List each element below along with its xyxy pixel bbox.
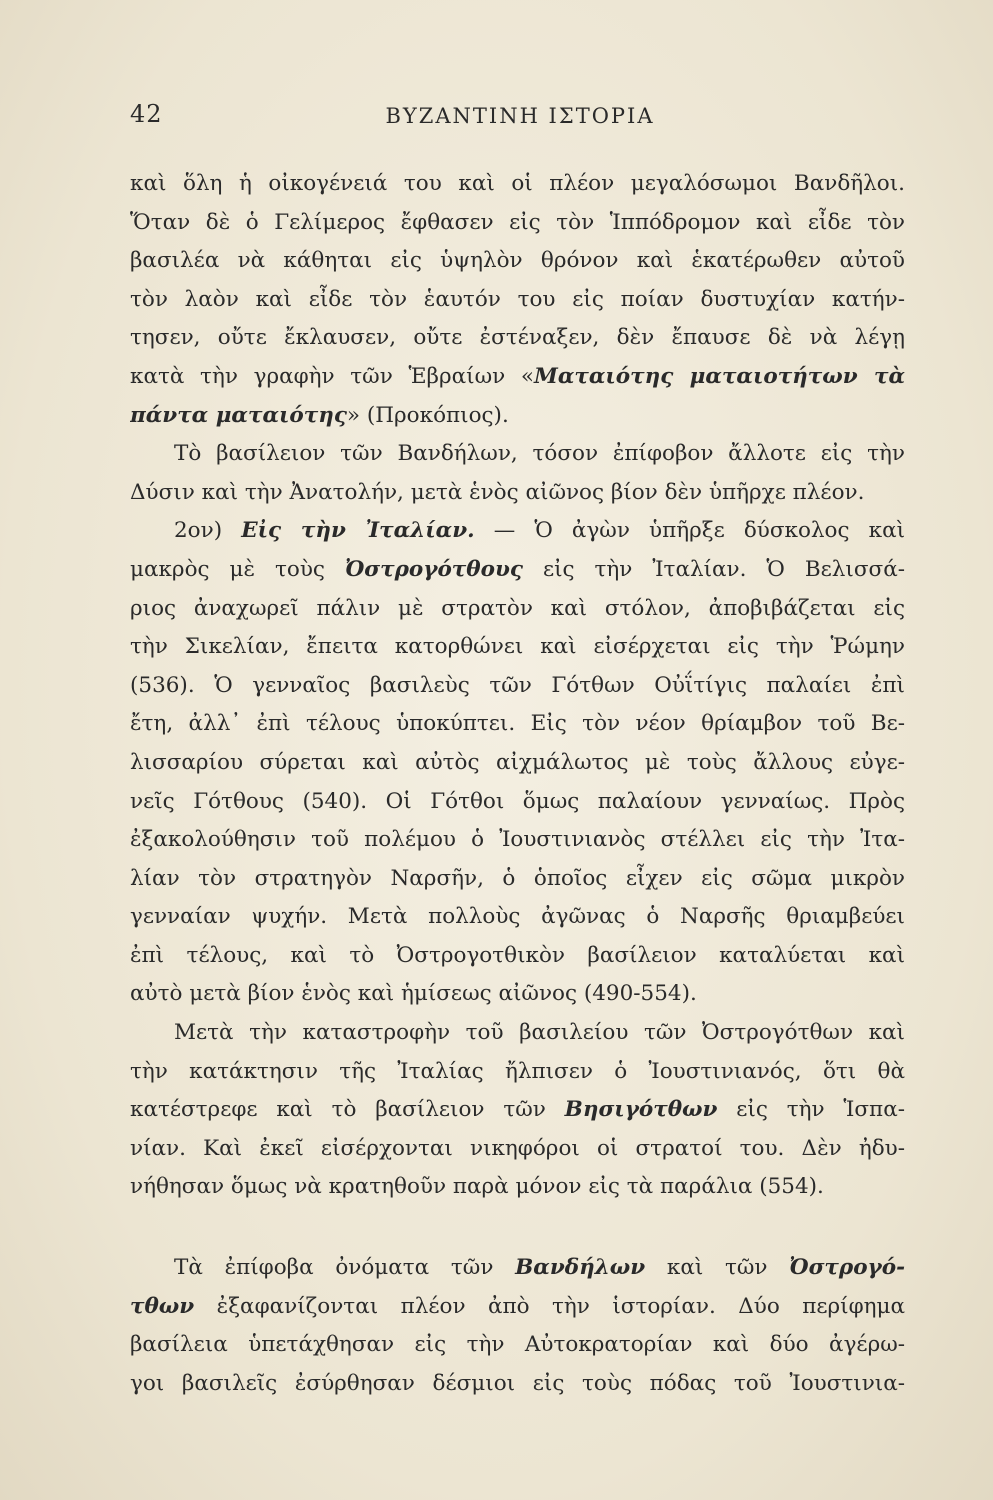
text-line: (536). Ὁ γενναῖος βασιλεὺς τῶν Γότθων Οὐΐτίγις παλαίει ἐπὶ — [130, 672, 905, 698]
text-line: τὸν λαὸν καὶ εἶδε τὸν ἑαυτόν του εἰς ποίαν δυστυχίαν κατήν- — [130, 286, 905, 312]
text-line — [130, 397, 905, 436]
text-line — [130, 551, 905, 590]
page-body-text — [130, 165, 905, 1403]
quote-emphasis: πάντα ματαιότης — [130, 402, 347, 428]
text-line: νήθησαν ὅμως νὰ κρατηθοῦν παρὰ μόνον εἰς τὰ παράλια (554). — [130, 1174, 824, 1200]
text-line: Τὸ βασίλειον τῶν Βανδήλων, τόσον ἐπίφοβον ἄλλοτε εἰς τὴν — [174, 441, 905, 467]
text-segment: κατέστρεφε καὶ τὸ βασίλειον τῶν — [130, 1097, 546, 1123]
text-segment: εἰς τὴν Ἰταλίαν. Ὁ Βελισσά- — [542, 556, 905, 582]
text-line: Δύσιν καὶ τὴν Ἀνατολήν, μετὰ ἑνὸς αἰῶνος βίον δὲν ὑπῆρχε πλέον. — [130, 479, 865, 505]
text-line: καὶ ὅλη ἡ οἰκογένειά του καὶ οἱ πλέον μεγαλόσωμοι Βανδῆλοι. — [130, 171, 905, 196]
text-line: γοι βασιλεῖς ἐσύρθησαν δέσμιοι εἰς τοὺς πόδας τοῦ Ἰουστινια- — [130, 1370, 905, 1396]
text-line — [130, 358, 905, 397]
emphasis-term: τθων — [130, 1293, 195, 1319]
text-line: γενναίαν ψυχήν. Μετὰ πολλοὺς ἀγῶνας ὁ Ναρσῆς θριαμβεύει — [130, 904, 905, 930]
text-segment: » (Προκόπιος). — [346, 402, 509, 428]
text-line: νίαν. Καὶ ἐκεῖ εἰσέρχονται νικηφόροι οἱ στρατοί του. Δὲν ἠδυ- — [130, 1135, 905, 1161]
text-segment: Τὰ ἐπίφοβα ὀνόματα τῶν — [174, 1255, 494, 1281]
text-segment: — Ὁ ἀγὼν ὑπῆρξε δύσκολος καὶ — [493, 518, 905, 544]
text-line: ἐπὶ τέλους, καὶ τὸ Ὀστρογοτθικὸν βασίλειον καταλύεται καὶ — [130, 942, 905, 968]
running-title: ΒΥΖΑΝΤΙΝΗ ΙΣΤΟΡΙΑ — [385, 104, 655, 128]
text-line: λίαν τὸν στρατηγὸν Ναρσῆν, ὁ ὁποῖος εἶχεν εἰς σῶμα μικρὸν — [130, 865, 905, 891]
quote-emphasis: Ματαιότης ματαιοτήτων τὰ — [534, 363, 905, 389]
text-line: Μετὰ τὴν καταστροφὴν τοῦ βασιλείου τῶν Ὀστρογότθων καὶ — [174, 1020, 905, 1046]
page-number: 42 — [130, 100, 163, 128]
text-line: τησεν, οὔτε ἔκλαυσεν, οὔτε ἐστέναξεν, δὲν ἔπαυσε δὲ νὰ λέγῃ — [130, 325, 905, 351]
text-segment: κατὰ τὴν γραφὴν τῶν Ἑβραίων « — [130, 363, 535, 389]
text-line: νεῖς Γότθους (540). Οἱ Γότθοι ὅμως παλαίουν γενναίως. Πρὸς — [130, 788, 905, 814]
text-line: ἔτη, ἀλλ᾽ ἐπὶ τέλους ὑποκύπτει. Εἰς τὸν νέον θρίαμβον τοῦ Βε- — [130, 711, 905, 737]
text-segment: ἐξαφανίζονται πλέον ἀπὸ τὴν ἱστορίαν. Δύο περίφημα — [216, 1293, 905, 1319]
text-line: αὐτὸ μετὰ βίον ἑνὸς καὶ ἡμίσεως αἰῶνος (490-554). — [130, 981, 697, 1007]
text-line — [130, 1249, 905, 1288]
section-heading-line — [130, 512, 905, 551]
section-heading: Εἰς τὴν Ἰταλίαν. — [241, 518, 475, 544]
paragraph-gap — [130, 1207, 905, 1249]
page-header — [130, 100, 910, 136]
text-line — [130, 1288, 905, 1327]
text-line: βασίλεια ὑπετάχθησαν εἰς τὴν Αὐτοκρατορίαν καὶ δύο ἀγέρω- — [130, 1332, 905, 1358]
text-segment: εἰς τὴν Ἱσπα- — [736, 1097, 905, 1123]
emphasis-term: Ὀστρογό- — [789, 1255, 905, 1281]
text-line: ἐξακολούθησιν τοῦ πολέμου ὁ Ἰουστινιανὸς στέλλει εἰς τὴν Ἰτα- — [130, 827, 905, 853]
text-line: Ὅταν δὲ ὁ Γελίμερος ἔφθασεν εἰς τὸν Ἱππόδρομον καὶ εἶδε τὸν — [130, 209, 905, 235]
text-line: βασιλέα νὰ κάθηται εἰς ὑψηλὸν θρόνον καὶ ἑκατέρωθεν αὐτοῦ — [130, 248, 905, 274]
text-segment: καὶ τῶν — [666, 1255, 768, 1281]
emphasis-term: Βησιγότθων — [564, 1097, 718, 1123]
text-segment: μακρὸς μὲ τοὺς — [130, 556, 325, 582]
text-line: ριος ἀναχωρεῖ πάλιν μὲ στρατὸν καὶ στόλον, ἀποβιβάζεται εἰς — [130, 595, 905, 621]
text-line — [130, 1091, 905, 1130]
emphasis-term: Βανδήλων — [515, 1255, 646, 1281]
text-line: τὴν Σικελίαν, ἔπειτα κατορθώνει καὶ εἰσέρχεται εἰς τὴν Ῥώμην — [130, 634, 905, 660]
text-line: τὴν κατάκτησιν τῆς Ἰταλίας ἤλπισεν ὁ Ἰουστινιανός, ὅτι θὰ — [130, 1058, 905, 1084]
text-line: λισσαρίου σύρεται καὶ αὐτὸς αἰχμάλωτος μὲ τοὺς ἄλλους εὐγε- — [130, 749, 905, 775]
emphasis-term: Ὀστρογότθους — [344, 556, 523, 582]
section-number: 2ον) — [174, 518, 223, 544]
